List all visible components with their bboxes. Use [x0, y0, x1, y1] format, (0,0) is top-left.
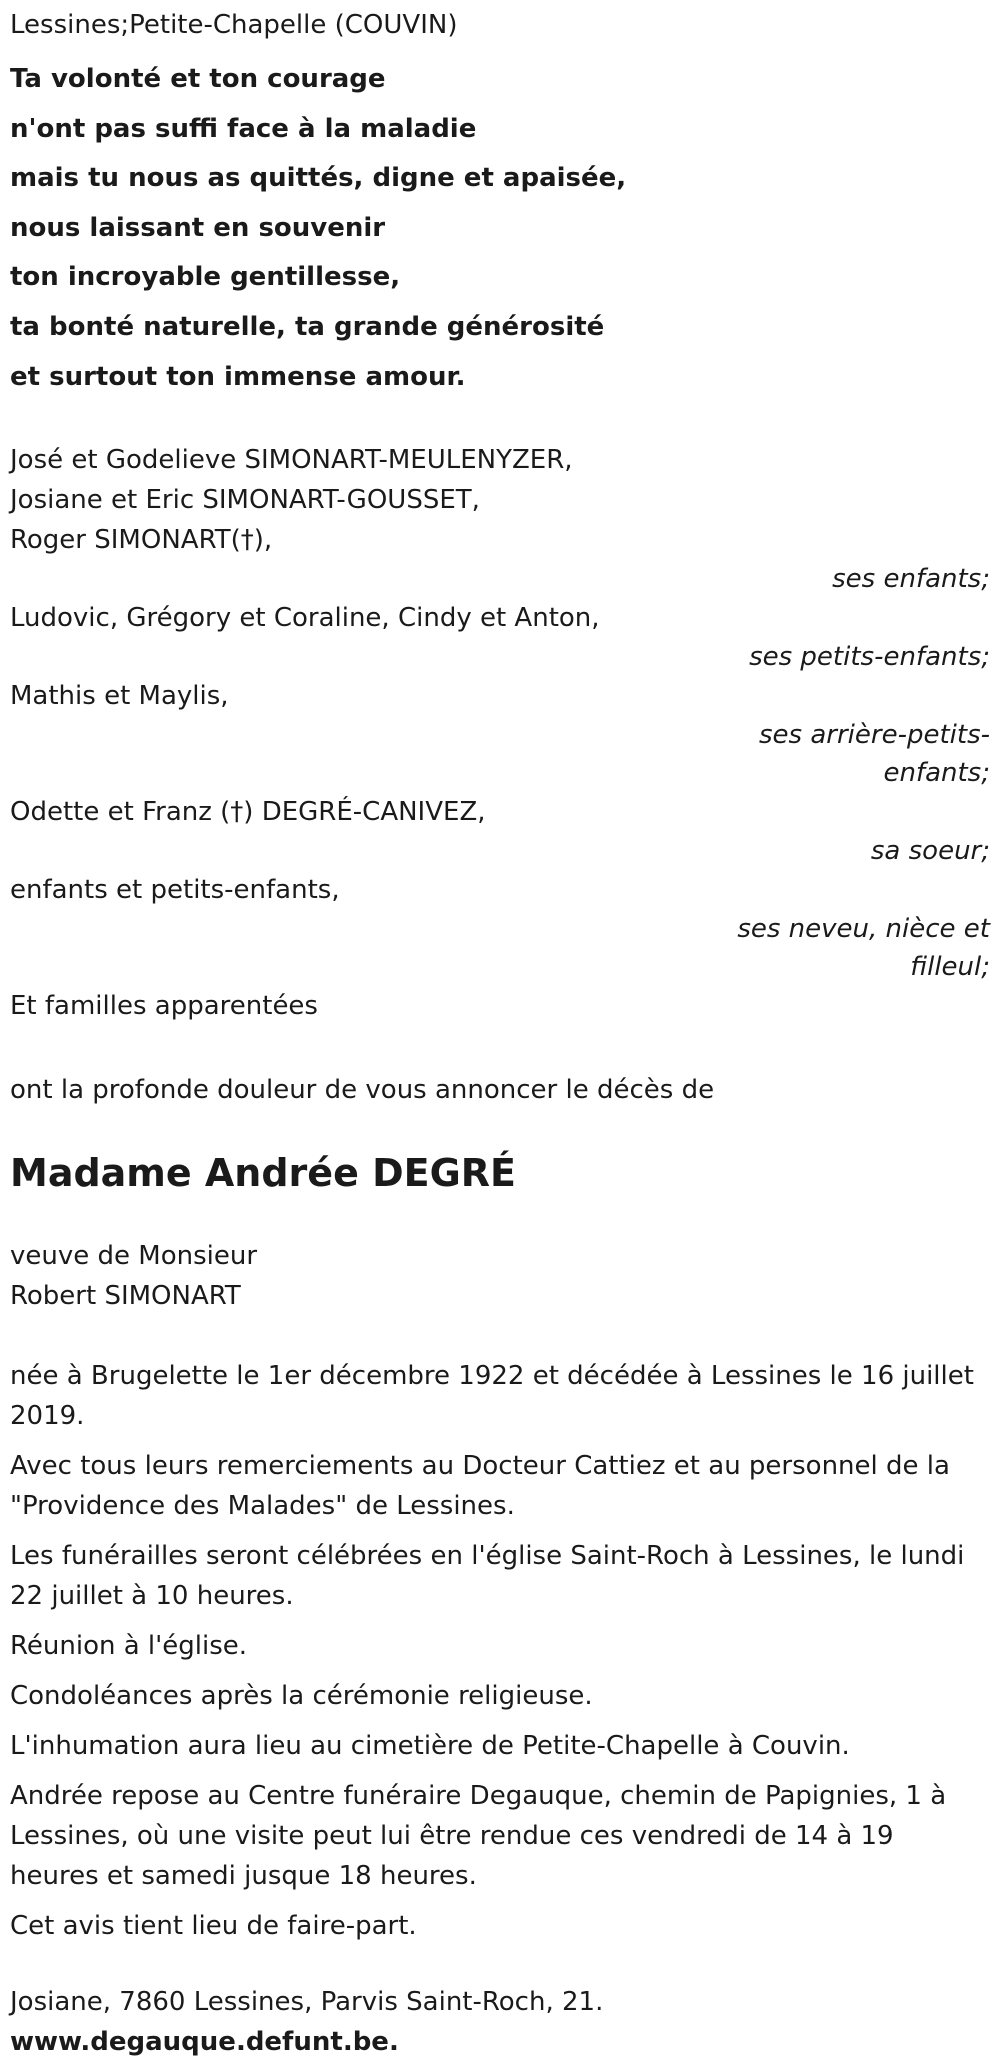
detail-paragraph: L'inhumation aura lieu au cimetière de Petite-Chapelle à Couvin.: [10, 1731, 850, 1762]
deceased-name: Madame Andrée DEGRÉ: [10, 1151, 516, 1196]
detail-paragraph: Andrée repose au Centre funéraire Degauque, chemin de Papignies, 1 à Lessines, où une visite peut lui être rendue ces vendredi de 14 à 19 heures et samedi jusque 18 heures.: [10, 1781, 947, 1892]
family-member: Mathis et Maylis,: [10, 681, 229, 712]
poem-line: mais tu nous as quittés, digne et apaisée,: [10, 163, 627, 194]
website-link[interactable]: www.degauque.defunt.be.: [10, 2027, 399, 2058]
poem-block: [10, 55, 1000, 402]
family-member: Odette et Franz (†) DEGRÉ-CANIVEZ,: [10, 797, 486, 828]
family-member: Roger SIMONART(†),: [10, 525, 273, 556]
obituary-notice: [0, 5, 1000, 2062]
nephews-group: [10, 870, 1000, 986]
poem-line: Ta volonté et ton courage: [10, 64, 386, 94]
announcement-text: ont la profonde douleur de vous annoncer le décès de: [10, 1075, 715, 1106]
children-group: [10, 440, 1000, 598]
widow-line: veuve de Monsieur: [10, 1241, 258, 1272]
family-list: [10, 440, 1000, 1026]
relation-label: filleul;: [910, 952, 990, 983]
widow-line: Robert SIMONART: [10, 1281, 241, 1312]
poem-line: et surtout ton immense amour.: [10, 361, 466, 392]
relation-label: ses enfants;: [832, 564, 990, 595]
relatives-line: Et familles apparentées: [10, 991, 318, 1022]
detail-paragraph: Réunion à l'église.: [10, 1631, 248, 1662]
poem-line: ta bonté naturelle, ta grande générosité: [10, 311, 605, 342]
grandchildren-group: [10, 598, 1000, 676]
relation-label: enfants;: [883, 758, 990, 789]
family-member: Josiane et Eric SIMONART-GOUSSET,: [10, 485, 480, 516]
great-grandchildren-group: [10, 676, 1000, 792]
contact-address: Josiane, 7860 Lessines, Parvis Saint-Roch, 21.: [10, 1987, 604, 2018]
poem-line: nous laissant en souvenir: [10, 212, 386, 243]
relation-label: ses petits-enfants;: [749, 642, 990, 673]
poem-line: ton incroyable gentillesse,: [10, 262, 401, 293]
detail-paragraph: Condoléances après la cérémonie religieuse.: [10, 1681, 593, 1712]
detail-paragraph: Les funérailles seront célébrées en l'église Saint-Roch à Lessines, le lundi 22 juillet à 10 heures.: [10, 1541, 965, 1612]
relation-label: sa soeur;: [870, 836, 990, 867]
detail-paragraph: née à Brugelette le 1er décembre 1922 et décédée à Lessines le 16 juillet 2019.: [10, 1361, 974, 1432]
detail-paragraph: Cet avis tient lieu de faire-part.: [10, 1911, 417, 1942]
contact-block: [10, 1982, 1000, 2062]
family-member: Ludovic, Grégory et Coraline, Cindy et Anton,: [10, 603, 600, 634]
sister-group: [10, 792, 1000, 870]
details-block: [10, 1356, 1000, 1946]
detail-paragraph: Avec tous leurs remerciements au Docteur Cattiez et au personnel de la "Providence des Malades" de Lessines.: [10, 1451, 950, 1522]
family-member: José et Godelieve SIMONART-MEULENYZER,: [10, 445, 573, 476]
relation-label: ses arrière-petits-: [759, 720, 990, 751]
widow-block: [10, 1236, 1000, 1316]
relation-label: ses neveu, nièce et: [737, 914, 990, 945]
location-header: Lessines;Petite-Chapelle (COUVIN): [10, 10, 458, 40]
family-member: enfants et petits-enfants,: [10, 875, 340, 906]
poem-line: n'ont pas suffi face à la maladie: [10, 113, 477, 144]
